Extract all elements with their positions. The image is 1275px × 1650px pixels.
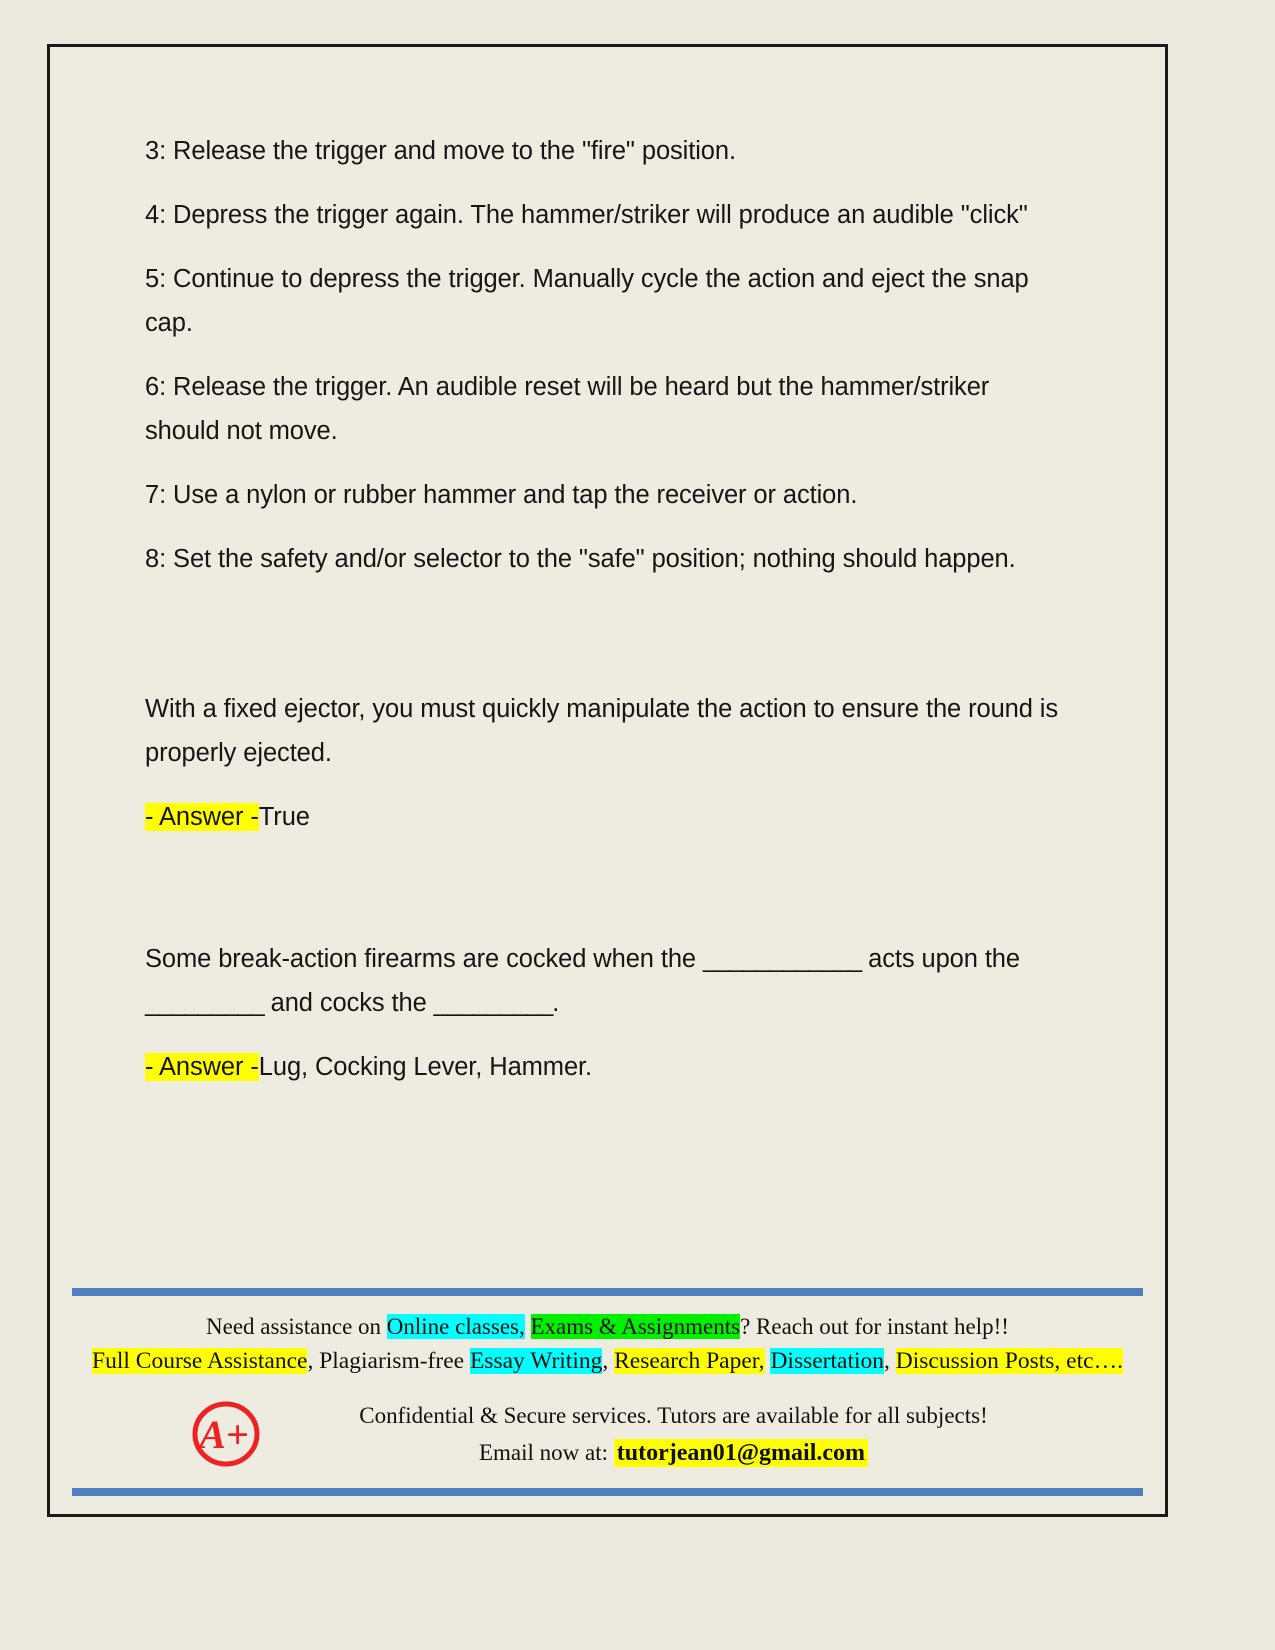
- promo-full-course-assistance: Full Course Assistance: [92, 1348, 308, 1374]
- answer-value: True: [258, 803, 310, 831]
- promo-online-classes: Online classes,: [386, 1314, 525, 1339]
- svg-text:A+: A+: [199, 1412, 249, 1457]
- promo-dissertation: Dissertation: [770, 1348, 885, 1374]
- promo-l2-plain-2: ,: [602, 1348, 615, 1374]
- step-item-3: 3: Release the trigger and move to the "fire" position.: [145, 137, 736, 165]
- a-plus-grade-icon: [188, 1396, 264, 1472]
- promo-contact-block: [274, 1397, 1073, 1472]
- footer-divider-bottom: [72, 1488, 1143, 1496]
- promo-footer: [72, 1288, 1143, 1496]
- promo-research-paper: Research Paper,: [614, 1348, 765, 1374]
- promo-plain-1: Need assistance on: [206, 1314, 387, 1339]
- promo-discussion-posts: Discussion Posts, etc….: [895, 1348, 1123, 1374]
- contact-email[interactable]: tutorjean01@gmail.com: [614, 1439, 868, 1467]
- question-1-text: With a fixed ejector, you must quickly manipulate the action to ensure the round is properly ejected.: [145, 695, 1059, 767]
- question-2-part-4: .: [552, 989, 560, 1017]
- step-item-8: 8: Set the safety and/or selector to the "safe" position; nothing should happen.: [145, 545, 1016, 573]
- step-item-4: 4: Depress the trigger again. The hammer/striker will produce an audible "click": [145, 201, 1028, 229]
- document-body: [145, 129, 1065, 1109]
- question-2-blank-2: _________: [145, 989, 264, 1017]
- footer-divider-top: [72, 1288, 1143, 1296]
- answer-value: Lug, Cocking Lever, Hammer.: [258, 1053, 592, 1081]
- section-spacer-2: [145, 859, 1065, 937]
- a-plus-logo: [178, 1396, 274, 1472]
- promo-space: [525, 1314, 531, 1339]
- promo-tagline: Confidential & Secure services. Tutors are available for all subjects!: [359, 1402, 988, 1428]
- section-spacer-1: [145, 601, 1065, 687]
- question-2-text: [145, 937, 1065, 1025]
- document-page: [47, 44, 1168, 1517]
- promo-plain-2: ? Reach out for instant help!!: [740, 1314, 1009, 1339]
- step-item-6: 6: Release the trigger. An audible reset will be heard but the hammer/striker should not move.: [145, 373, 990, 445]
- question-2-part-1: Some break-action firearms are cocked when the: [145, 945, 703, 973]
- promo-essay-writing: Essay Writing: [469, 1348, 603, 1374]
- question-2-part-2: acts upon the: [861, 945, 1020, 973]
- promo-line-2: [72, 1344, 1143, 1378]
- promo-l2-plain-4: ,: [884, 1348, 896, 1374]
- promo-line-1: [72, 1310, 1143, 1344]
- answer-label: - Answer -: [145, 803, 259, 831]
- email-label: Email now at:: [478, 1439, 608, 1465]
- step-item-5: 5: Continue to depress the trigger. Manually cycle the action and eject the snap cap.: [145, 265, 1029, 337]
- promo-bottom-row: [72, 1396, 1143, 1472]
- question-2-answer: [145, 1045, 1065, 1089]
- question-2-part-3: and cocks the: [263, 989, 434, 1017]
- answer-label: - Answer -: [145, 1053, 259, 1081]
- promo-email-row: [274, 1434, 1073, 1472]
- promo-l2-plain-1: , Plagiarism-free: [307, 1348, 470, 1374]
- step-item-7: 7: Use a nylon or rubber hammer and tap the receiver or action.: [145, 481, 858, 509]
- question-1-answer: [145, 795, 1065, 839]
- promo-exams-assignments: Exams & Assignments: [530, 1314, 741, 1339]
- question-2-blank-3: _________: [433, 989, 553, 1017]
- question-2-blank-1: ____________: [702, 945, 862, 973]
